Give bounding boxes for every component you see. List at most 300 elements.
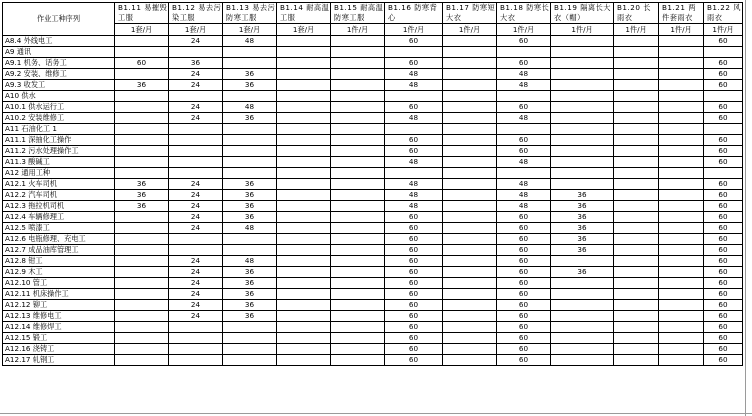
value-cell: [223, 234, 277, 245]
value-cell: [614, 245, 659, 256]
value-cell: 60: [704, 102, 743, 113]
value-cell: 36: [223, 278, 277, 289]
value-cell: [614, 146, 659, 157]
unit-cell: 1件/月: [331, 24, 385, 36]
value-cell: [443, 135, 497, 146]
value-cell: 36: [551, 190, 614, 201]
value-cell: 24: [169, 113, 223, 124]
value-cell: 36: [223, 190, 277, 201]
value-cell: [331, 47, 385, 58]
value-cell: 24: [169, 223, 223, 234]
value-cell: [169, 124, 223, 135]
value-cell: [331, 267, 385, 278]
value-cell: [223, 47, 277, 58]
value-cell: 60: [497, 223, 551, 234]
table-row: [3, 201, 743, 212]
value-cell: 48: [497, 190, 551, 201]
value-cell: 60: [385, 102, 443, 113]
value-cell: 36: [169, 58, 223, 69]
table-row: [3, 289, 743, 300]
value-cell: [277, 58, 331, 69]
job-name-cell: A12.9 木工: [3, 267, 115, 278]
table-row: [3, 80, 743, 91]
job-name-cell: A12.15 锻工: [3, 333, 115, 344]
value-cell: [277, 201, 331, 212]
value-cell: [443, 58, 497, 69]
value-cell: 24: [169, 256, 223, 267]
value-cell: 24: [169, 311, 223, 322]
unit-cell: 1件/月: [551, 24, 614, 36]
value-cell: 48: [497, 69, 551, 80]
value-cell: [277, 212, 331, 223]
value-cell: [551, 256, 614, 267]
job-name-cell: A9.1 机务、话务工: [3, 58, 115, 69]
table-row: [3, 234, 743, 245]
value-cell: [115, 212, 169, 223]
value-cell: 36: [551, 245, 614, 256]
value-cell: 48: [223, 223, 277, 234]
value-cell: 36: [223, 113, 277, 124]
value-cell: [277, 322, 331, 333]
value-cell: [614, 201, 659, 212]
value-cell: [659, 124, 704, 135]
value-cell: [614, 234, 659, 245]
value-cell: [331, 135, 385, 146]
value-cell: 60: [385, 289, 443, 300]
table-row: [3, 278, 743, 289]
value-cell: [169, 355, 223, 366]
unit-cell: 1套/月: [169, 24, 223, 36]
value-cell: [614, 267, 659, 278]
value-cell: [331, 58, 385, 69]
value-cell: [331, 311, 385, 322]
value-cell: [659, 113, 704, 124]
table-row: [3, 311, 743, 322]
value-cell: [277, 179, 331, 190]
value-cell: [223, 245, 277, 256]
value-cell: [614, 36, 659, 47]
value-cell: 60: [497, 267, 551, 278]
value-cell: [223, 355, 277, 366]
value-cell: [551, 146, 614, 157]
column-header: B1.22 风雨衣: [704, 3, 743, 24]
value-cell: [443, 322, 497, 333]
value-cell: [659, 102, 704, 113]
value-cell: [277, 223, 331, 234]
value-cell: 60: [385, 355, 443, 366]
value-cell: 36: [223, 179, 277, 190]
value-cell: [614, 223, 659, 234]
value-cell: 48: [385, 69, 443, 80]
value-cell: 48: [385, 113, 443, 124]
column-header: B1.17 防寒短大衣: [443, 3, 497, 24]
value-cell: [277, 47, 331, 58]
value-cell: [277, 135, 331, 146]
column-header: B1.16 防寒背心: [385, 3, 443, 24]
value-cell: [331, 102, 385, 113]
value-cell: [443, 245, 497, 256]
value-cell: [659, 267, 704, 278]
job-name-cell: A12.1 火车司机: [3, 179, 115, 190]
value-cell: 36: [223, 212, 277, 223]
value-cell: [115, 168, 169, 179]
value-cell: [223, 91, 277, 102]
value-cell: 60: [385, 322, 443, 333]
value-cell: [614, 190, 659, 201]
column-header: B1.15 耐高温防寒工服: [331, 3, 385, 24]
value-cell: 48: [497, 179, 551, 190]
value-cell: [443, 333, 497, 344]
value-cell: [659, 135, 704, 146]
value-cell: [551, 157, 614, 168]
unit-cell: 1件/月: [385, 24, 443, 36]
table-row: [3, 91, 743, 102]
job-name-cell: A12.3 拖拉机司机: [3, 201, 115, 212]
value-cell: 36: [115, 80, 169, 91]
value-cell: 24: [169, 102, 223, 113]
value-cell: [331, 157, 385, 168]
value-cell: 60: [704, 333, 743, 344]
value-cell: [169, 157, 223, 168]
value-cell: [277, 124, 331, 135]
value-cell: [277, 91, 331, 102]
column-header: B1.14 耐高温工服: [277, 3, 331, 24]
value-cell: [659, 168, 704, 179]
value-cell: [659, 58, 704, 69]
job-name-cell: A11.1 深抽化工操作: [3, 135, 115, 146]
value-cell: [277, 278, 331, 289]
table-row: [3, 124, 743, 135]
value-cell: [331, 333, 385, 344]
value-cell: [614, 322, 659, 333]
job-name-cell: A12.16 浇铸工: [3, 344, 115, 355]
value-cell: 60: [704, 135, 743, 146]
value-cell: [331, 69, 385, 80]
value-cell: [115, 245, 169, 256]
value-cell: [331, 256, 385, 267]
value-cell: [659, 69, 704, 80]
job-name-cell: A12.5 喷漆工: [3, 223, 115, 234]
value-cell: 36: [551, 267, 614, 278]
job-name-cell: A8.4 外线电工: [3, 36, 115, 47]
table-row: [3, 256, 743, 267]
value-cell: [443, 168, 497, 179]
value-cell: [331, 80, 385, 91]
value-cell: [115, 135, 169, 146]
value-cell: 60: [704, 146, 743, 157]
value-cell: [169, 234, 223, 245]
value-cell: [277, 355, 331, 366]
value-cell: 60: [385, 58, 443, 69]
value-cell: 48: [497, 113, 551, 124]
value-cell: [497, 91, 551, 102]
value-cell: [277, 245, 331, 256]
value-cell: [115, 157, 169, 168]
value-cell: [385, 91, 443, 102]
job-name-cell: A12.8 钳工: [3, 256, 115, 267]
value-cell: [223, 146, 277, 157]
value-cell: 36: [551, 212, 614, 223]
value-cell: [331, 300, 385, 311]
value-cell: [551, 322, 614, 333]
value-cell: 60: [704, 80, 743, 91]
value-cell: 24: [169, 179, 223, 190]
unit-cell: 1件/月: [659, 24, 704, 36]
value-cell: [443, 102, 497, 113]
table-row: [3, 179, 743, 190]
value-cell: [551, 311, 614, 322]
value-cell: 60: [704, 36, 743, 47]
value-cell: 60: [704, 223, 743, 234]
value-cell: [277, 311, 331, 322]
value-cell: [704, 47, 743, 58]
table-row: [3, 146, 743, 157]
value-cell: [115, 289, 169, 300]
value-cell: 48: [223, 102, 277, 113]
unit-cell: 1套/月: [115, 24, 169, 36]
value-cell: [659, 179, 704, 190]
value-cell: [443, 223, 497, 234]
value-cell: 60: [704, 311, 743, 322]
value-cell: [115, 146, 169, 157]
value-cell: 60: [704, 256, 743, 267]
value-cell: 24: [169, 36, 223, 47]
value-cell: [331, 245, 385, 256]
value-cell: 24: [169, 190, 223, 201]
value-cell: 60: [704, 190, 743, 201]
value-cell: 48: [497, 201, 551, 212]
value-cell: 36: [115, 190, 169, 201]
value-cell: [659, 234, 704, 245]
value-cell: [331, 322, 385, 333]
value-cell: 60: [385, 344, 443, 355]
job-name-cell: A11 石油化工 1: [3, 124, 115, 135]
value-cell: [443, 91, 497, 102]
value-cell: [497, 168, 551, 179]
value-cell: [277, 256, 331, 267]
value-cell: [277, 289, 331, 300]
value-cell: 60: [497, 289, 551, 300]
value-cell: [331, 234, 385, 245]
value-cell: [331, 190, 385, 201]
value-cell: [331, 179, 385, 190]
value-cell: [704, 91, 743, 102]
value-cell: [277, 168, 331, 179]
value-cell: [169, 91, 223, 102]
table-row: [3, 58, 743, 69]
value-cell: 60: [497, 311, 551, 322]
value-cell: 60: [704, 267, 743, 278]
table-row: [3, 355, 743, 366]
value-cell: [551, 355, 614, 366]
value-cell: 24: [169, 201, 223, 212]
job-column-header: 作业工种序列: [3, 3, 115, 36]
value-cell: [223, 124, 277, 135]
value-cell: [169, 344, 223, 355]
value-cell: [443, 289, 497, 300]
column-header: B1.18 防寒长大衣: [497, 3, 551, 24]
value-cell: 60: [704, 355, 743, 366]
value-cell: [551, 135, 614, 146]
value-cell: [551, 36, 614, 47]
value-cell: [443, 36, 497, 47]
value-cell: [443, 355, 497, 366]
value-cell: 60: [704, 201, 743, 212]
value-cell: 36: [551, 234, 614, 245]
value-cell: [659, 146, 704, 157]
unit-cell: 1件/月: [497, 24, 551, 36]
value-cell: [277, 344, 331, 355]
value-cell: [659, 190, 704, 201]
value-cell: [331, 212, 385, 223]
value-cell: 24: [169, 80, 223, 91]
job-name-cell: A9.2 安装、维修工: [3, 69, 115, 80]
value-cell: [614, 333, 659, 344]
value-cell: [659, 201, 704, 212]
value-cell: [551, 102, 614, 113]
table-row: [3, 168, 743, 179]
job-name-cell: A10 供水: [3, 91, 115, 102]
value-cell: [115, 36, 169, 47]
value-cell: [659, 322, 704, 333]
value-cell: [223, 344, 277, 355]
job-name-cell: A11.2 污水处理操作工: [3, 146, 115, 157]
table-row: [3, 102, 743, 113]
value-cell: [659, 278, 704, 289]
value-cell: 36: [115, 201, 169, 212]
value-cell: 48: [385, 157, 443, 168]
table-row: [3, 47, 743, 58]
value-cell: 48: [385, 80, 443, 91]
job-name-cell: A12.4 车辆修理工: [3, 212, 115, 223]
value-cell: 60: [497, 278, 551, 289]
value-cell: [331, 168, 385, 179]
value-cell: [115, 333, 169, 344]
value-cell: [614, 289, 659, 300]
value-cell: [169, 333, 223, 344]
job-name-cell: A10.1 供水运行工: [3, 102, 115, 113]
value-cell: [331, 124, 385, 135]
value-cell: [443, 179, 497, 190]
value-cell: [277, 190, 331, 201]
table-row: [3, 344, 743, 355]
value-cell: 60: [497, 102, 551, 113]
value-cell: 60: [385, 36, 443, 47]
column-header: B1.13 易去污防寒工服: [223, 3, 277, 24]
value-cell: [443, 256, 497, 267]
table-row: [3, 300, 743, 311]
job-name-cell: A12 通用工种: [3, 168, 115, 179]
value-cell: [497, 124, 551, 135]
value-cell: [614, 212, 659, 223]
value-cell: [443, 113, 497, 124]
value-cell: [277, 300, 331, 311]
value-cell: 24: [169, 69, 223, 80]
value-cell: [443, 311, 497, 322]
value-cell: [443, 278, 497, 289]
value-cell: [115, 300, 169, 311]
value-cell: 60: [497, 36, 551, 47]
table-row: [3, 190, 743, 201]
value-cell: 36: [223, 311, 277, 322]
value-cell: [614, 344, 659, 355]
value-cell: 60: [497, 322, 551, 333]
value-cell: [115, 113, 169, 124]
value-cell: [614, 91, 659, 102]
value-cell: [169, 135, 223, 146]
value-cell: 36: [223, 267, 277, 278]
value-cell: [551, 58, 614, 69]
value-cell: [551, 91, 614, 102]
value-cell: [497, 47, 551, 58]
table-row: [3, 135, 743, 146]
value-cell: 60: [704, 278, 743, 289]
value-cell: 60: [704, 179, 743, 190]
value-cell: [223, 168, 277, 179]
value-cell: [277, 146, 331, 157]
value-cell: [551, 289, 614, 300]
value-cell: [223, 333, 277, 344]
window-right-edge: [745, 0, 746, 416]
value-cell: [277, 234, 331, 245]
value-cell: 60: [385, 135, 443, 146]
value-cell: 48: [385, 179, 443, 190]
value-cell: [551, 344, 614, 355]
table-row: [3, 267, 743, 278]
value-cell: [443, 47, 497, 58]
value-cell: 60: [385, 146, 443, 157]
unit-cell: 1件/月: [704, 24, 743, 36]
value-cell: 60: [497, 245, 551, 256]
value-cell: [659, 223, 704, 234]
value-cell: [277, 69, 331, 80]
value-cell: 60: [497, 234, 551, 245]
value-cell: [443, 344, 497, 355]
value-cell: 60: [497, 333, 551, 344]
job-name-cell: A12.2 汽车司机: [3, 190, 115, 201]
table-row: [3, 333, 743, 344]
value-cell: 24: [169, 267, 223, 278]
value-cell: 60: [497, 58, 551, 69]
value-cell: 60: [704, 344, 743, 355]
value-cell: [169, 168, 223, 179]
value-cell: 60: [385, 245, 443, 256]
table-row: [3, 36, 743, 47]
value-cell: 36: [223, 300, 277, 311]
value-cell: [659, 289, 704, 300]
value-cell: [115, 355, 169, 366]
value-cell: [115, 256, 169, 267]
value-cell: 48: [223, 36, 277, 47]
value-cell: [115, 311, 169, 322]
value-cell: [277, 80, 331, 91]
value-cell: [659, 344, 704, 355]
value-cell: [614, 124, 659, 135]
value-cell: [551, 113, 614, 124]
value-cell: [614, 69, 659, 80]
value-cell: [614, 355, 659, 366]
value-cell: 60: [704, 58, 743, 69]
value-cell: [115, 267, 169, 278]
value-cell: [659, 300, 704, 311]
column-header: B1.19 隔离长大衣（帽）: [551, 3, 614, 24]
value-cell: [443, 267, 497, 278]
value-cell: [614, 58, 659, 69]
value-cell: [614, 278, 659, 289]
value-cell: [614, 256, 659, 267]
value-cell: 60: [385, 267, 443, 278]
unit-cell: 1套/月: [277, 24, 331, 36]
